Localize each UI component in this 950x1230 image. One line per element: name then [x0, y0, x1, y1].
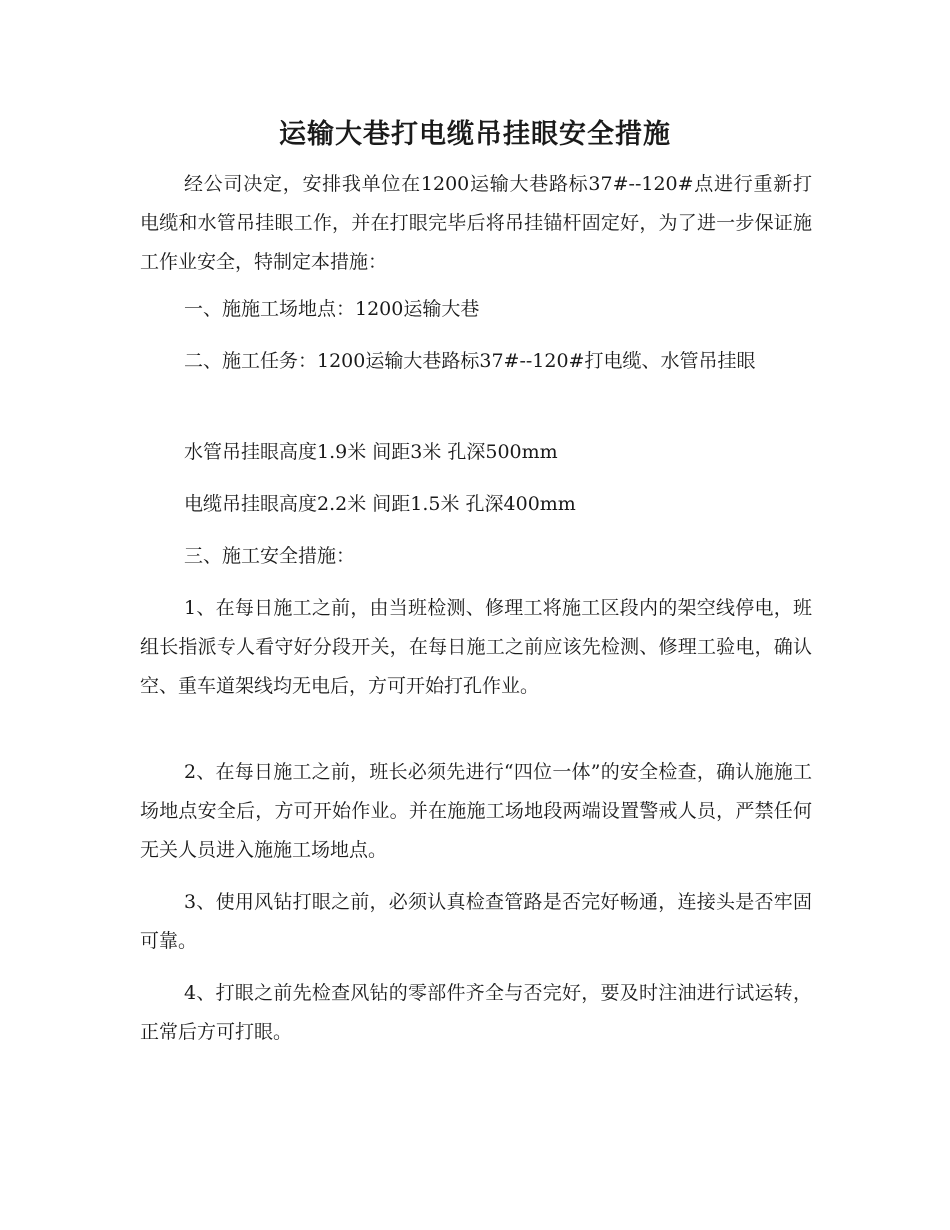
paragraph-location: 一、施施工场地点：1200运输大巷 — [184, 298, 480, 320]
paragraph-cable-spec: 电缆吊挂眼高度2.2米 间距1.5米 孔深400mm — [184, 493, 576, 515]
paragraph-measure-3: 3、使用风钻打眼之前，必须认真检查管路是否完好畅通，连接头是否牢固可靠。 — [140, 891, 812, 952]
paragraph-measure-2: 2、在每日施工之前，班长必须先进行“四位一体”的安全检查，确认施施工场地点安全后，方可开始作业。并在施施工场地段两端设置警戒人员，严禁任何无关人员进入施施工场地点。 — [140, 761, 812, 861]
paragraph-safety-heading: 三、施工安全措施： — [184, 545, 356, 567]
paragraph-task: 二、施工任务：1200运输大巷路标37#--120#打电缆、水管吊挂眼 — [184, 350, 756, 372]
paragraph-intro: 经公司决定，安排我单位在1200运输大巷路标37#--120#点进行重新打电缆和水管吊挂眼工作，并在打眼完毕后将吊挂锚杆固定好，为了进一步保证施工作业安全，特制定本措施： — [140, 173, 812, 273]
paragraph-measure-1: 1、在每日施工之前，由当班检测、修理工将施工区段内的架空线停电，班组长指派专人看守好分段开关，在每日施工之前应该先检测、修理工验电，确认空、重车道架线均无电后，方可开始打孔作业。 — [140, 597, 812, 697]
document-title: 运输大巷打电缆吊挂眼安全措施 — [279, 119, 671, 150]
paragraph-measure-4: 4、打眼之前先检查风钻的零部件齐全与否完好，要及时注油进行试运转，正常后方可打眼。 — [140, 982, 812, 1043]
paragraph-water-pipe-spec: 水管吊挂眼高度1.9米 间距3米 孔深500mm — [184, 441, 558, 463]
